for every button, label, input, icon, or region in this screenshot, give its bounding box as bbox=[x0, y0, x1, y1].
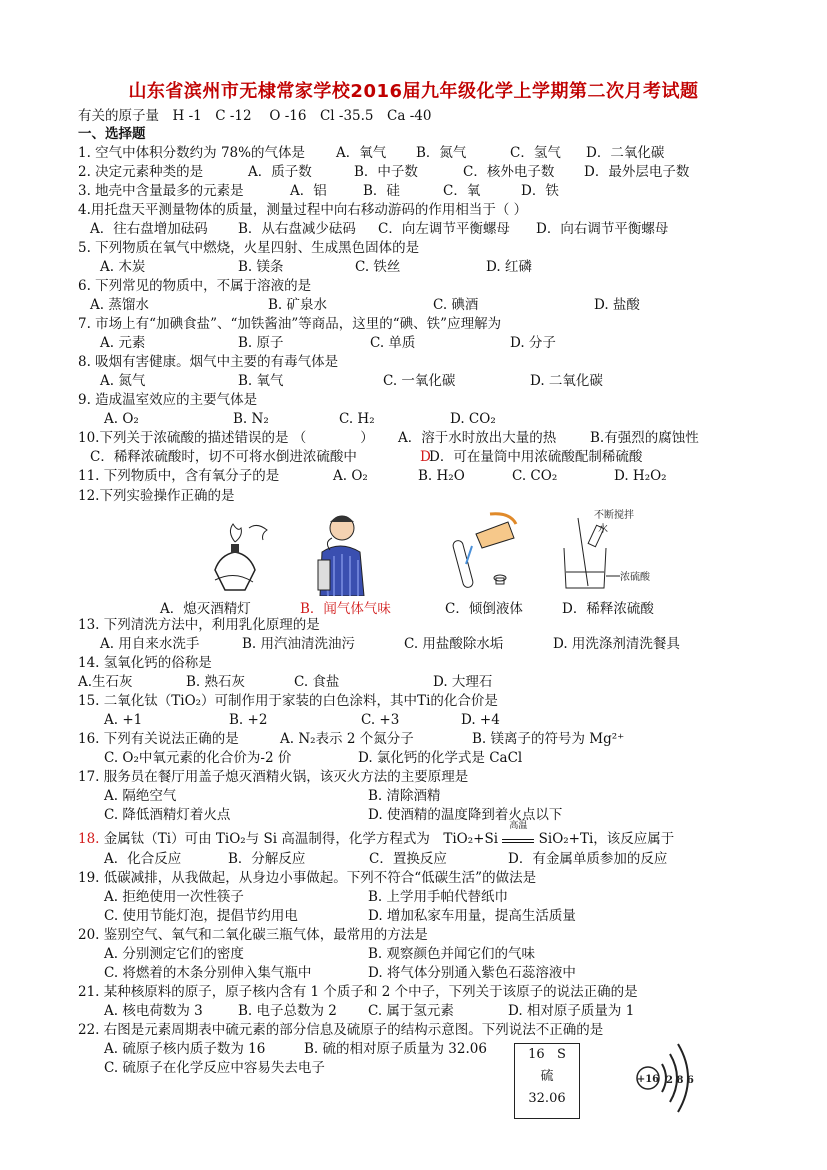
nucleus-label: +16 bbox=[636, 1074, 660, 1085]
question-14-options: A.生石灰 B. 熟石灰 C. 食盐 D. 大理石 bbox=[78, 674, 493, 690]
question-21-options: A. 核电荷数为 3 B. 电子总数为 2 C. 属于氢元素 D. 相对原子质量为 1 bbox=[104, 1003, 635, 1019]
smell-gas-figure bbox=[300, 512, 380, 596]
extinguish-lamp-figure bbox=[205, 520, 275, 592]
question-4-options: A．往右盘增加砝码 B．从右盘减少砝码 C．向左调节平衡螺母 D．向右调节平衡螺母 bbox=[90, 221, 669, 237]
question-11: 11. 下列物质中，含有氧分子的是 A. O₂ B. H₂O C. CO₂ D. H₂O₂ bbox=[78, 468, 667, 484]
question-12: 12.下列实验操作正确的是 bbox=[78, 488, 235, 504]
question-7: 7. 市场上有“加碘食盐”、“加铁酱油”等商品，这里的“碘、铁”应理解为 bbox=[78, 316, 502, 332]
question-6-options: A. 蒸馏水 B. 矿泉水 C. 碘酒 D. 盐酸 bbox=[90, 297, 640, 313]
acid-label: 浓硫酸 bbox=[620, 572, 650, 583]
stir-label: 不断搅拌 bbox=[594, 510, 634, 521]
q12-option-d: D．稀释浓硫酸 bbox=[562, 601, 654, 617]
atomic-mass-line: 有关的原子量 H -1 C -12 O -16 Cl -35.5 Ca -40 bbox=[78, 108, 432, 124]
question-3: 3. 地壳中含量最多的元素是 A．铝 B．硅 C．氧 D．铁 bbox=[78, 183, 559, 199]
question-9: 9. 造成温室效应的主要气体是 bbox=[78, 392, 258, 408]
question-19-options-2: C. 使用节能灯泡，提倡节约用电 D. 增加私家车用量，提高生活质量 bbox=[104, 908, 576, 924]
water-label: 水 bbox=[598, 524, 608, 535]
question-19: 19. 低碳减排，从我做起，从身边小事做起。下列不符合“低碳生活”的做法是 bbox=[78, 870, 537, 886]
element-mass: 32.06 bbox=[528, 1091, 566, 1106]
question-18-options: A．化合反应 B．分解反应 C．置换反应 D．有金属单质参加的反应 bbox=[104, 851, 668, 867]
question-17: 17. 服务员在餐厅用盖子熄灭酒精火锅，该灭火方法的主要原理是 bbox=[78, 769, 469, 785]
shell-electrons: 2 8 6 bbox=[666, 1075, 694, 1086]
question-21: 21. 某种核原料的原子，原子核内含有 1 个质子和 2 个中子，下列关于该原子的说法正确的是 bbox=[78, 984, 638, 1000]
question-20-options-1: A. 分别测定它们的密度 B. 观察颜色并闻它们的气味 bbox=[104, 946, 536, 962]
question-17-options-1: A. 隔绝空气 B. 清除酒精 bbox=[104, 788, 441, 804]
question-2: 2. 决定元素种类的是 A．质子数 B．中子数 C．核外电子数 D．最外层电子数 bbox=[78, 164, 690, 180]
question-1: 1. 空气中体积分数约为 78%的气体是 A．氧气 B．氮气 C．氢气 D．二氧化碳 bbox=[78, 145, 665, 161]
question-10: 10.下列关于浓硫酸的描述错误的是 （ ） A．溶于水时放出大量的热 B.有强烈的腐蚀性 bbox=[78, 430, 699, 446]
question-8: 8. 吸烟有害健康。烟气中主要的有毒气体是 bbox=[78, 354, 339, 370]
question-20-options-2: C. 将燃着的木条分别伸入集气瓶中 D. 将气体分别通入紫色石蕊溶液中 bbox=[104, 965, 576, 981]
question-22: 22. 右图是元素周期表中硫元素的部分信息及硫原子的结构示意图。下列说法不正确的是 bbox=[78, 1022, 604, 1038]
question-22-options-2: C. 硫原子在化学反应中容易失去电子 bbox=[104, 1060, 325, 1076]
sulfur-atom-diagram bbox=[628, 1040, 704, 1122]
periodic-table-cell bbox=[514, 1043, 580, 1119]
question-15-options: A. +1 B. +2 C. +3 D. +4 bbox=[104, 712, 500, 728]
question-9-options: A. O₂ B. N₂ C. H₂ D. CO₂ bbox=[104, 411, 496, 427]
question-8-options: A. 氮气 B. 氧气 C. 一氧化碳 D. 二氧化碳 bbox=[100, 373, 603, 389]
pour-liquid-figure bbox=[450, 512, 530, 592]
element-number-symbol: 16 S bbox=[528, 1047, 566, 1062]
question-6: 6. 下列常见的物质中，不属于溶液的是 bbox=[78, 278, 312, 294]
question-10-options: C．稀释浓硫酸时，切不可将水倒进浓硫酸中 D D．可在量筒中用浓硫酸配制稀硫酸 bbox=[90, 449, 643, 465]
q12-option-c: C．倾倒液体 bbox=[445, 601, 523, 617]
dilute-acid-figure bbox=[558, 508, 658, 592]
question-5: 5. 下列物质在氧气中燃烧，火星四射、生成黑色固体的是 bbox=[78, 240, 420, 256]
question-13-options: A. 用自来水洗手 B. 用汽油清洗油污 C. 用盐酸除水垢 D. 用洗涤剂清洗餐具 bbox=[100, 636, 680, 652]
page-title: 山东省滨州市无棣常家学校2016届九年级化学上学期第二次月考试题 bbox=[128, 81, 699, 102]
question-15: 15. 二氧化钛（TiO₂）可制作用于家装的白色涂料，其中Ti的化合价是 bbox=[78, 693, 498, 709]
question-19-options-1: A. 拒绝使用一次性筷子 B. 上学用手帕代替纸巾 bbox=[104, 889, 509, 905]
high-temp-label: 高温 bbox=[509, 821, 528, 831]
question-5-options: A. 木炭 B. 镁条 C. 铁丝 D. 红磷 bbox=[100, 259, 532, 275]
question-18: 18. 金属钛（Ti）可由 TiO₂与 Si 高温制得，化学方程式为 TiO₂+Si 高温 SiO₂+Ti，该反应属于 bbox=[78, 821, 675, 847]
question-14: 14. 氢氧化钙的俗称是 bbox=[78, 655, 212, 671]
question-17-options-2: C. 降低酒精灯着火点 D. 使酒精的温度降到着火点以下 bbox=[104, 807, 563, 823]
question-13: 13. 下列清洗方法中，利用乳化原理的是 bbox=[78, 617, 320, 633]
question-7-options: A. 元素 B. 原子 C. 单质 D. 分子 bbox=[100, 335, 556, 351]
question-20: 20. 鉴别空气、氧气和二氧化碳三瓶气体，最常用的方法是 bbox=[78, 927, 428, 943]
element-name: 硫 bbox=[540, 1069, 554, 1084]
question-16: 16. 下列有关说法正确的是 A. N₂表示 2 个氮分子 B. 镁离子的符号为 Mg²⁺ bbox=[78, 731, 625, 747]
q12-option-b: B．闻气体气味 bbox=[300, 601, 391, 617]
section-heading: 一、选择题 bbox=[78, 126, 146, 142]
question-4: 4.用托盘天平测量物体的质量，测量过程中向右移动游码的作用相当于（ ） bbox=[78, 202, 528, 218]
question-16-options: C. O₂中氧元素的化合价为-2 价 D. 氯化钙的化学式是 CaCl bbox=[104, 750, 523, 766]
question-22-options-1: A. 硫原子核内质子数为 16 B. 硫的相对原子质量为 32.06 bbox=[104, 1041, 487, 1057]
q12-option-a: A．熄灭酒精灯 bbox=[160, 601, 251, 617]
